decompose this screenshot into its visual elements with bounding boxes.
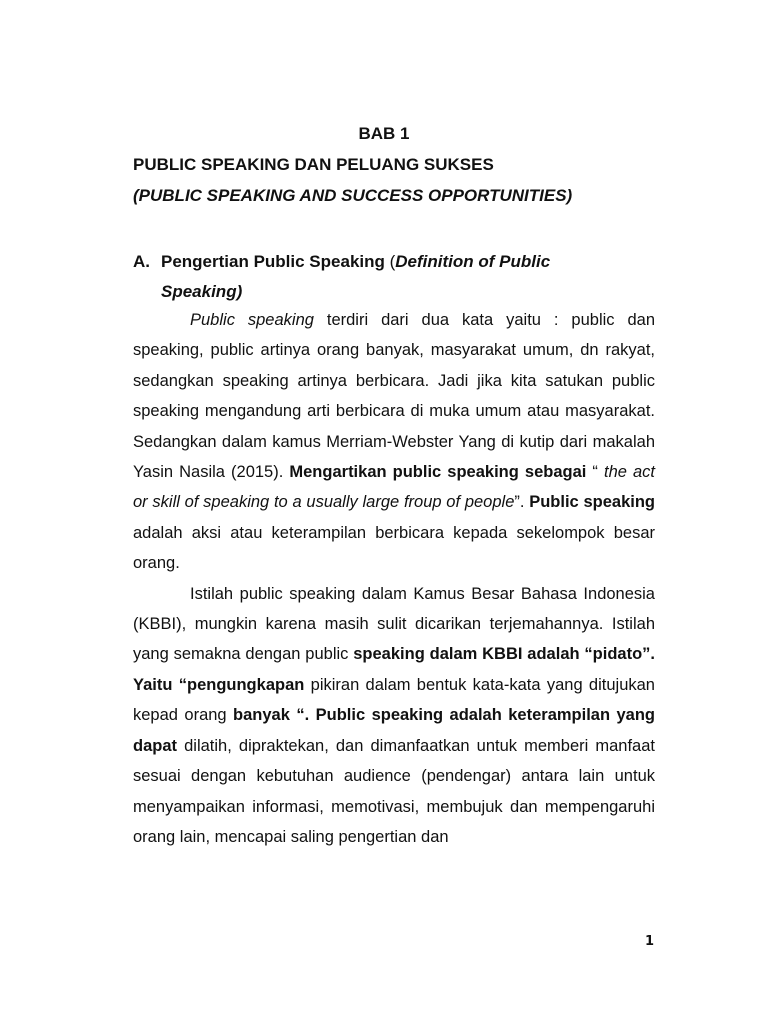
p1-quote-italic: the act or skill of speaking to a usually large froup of people [133,463,655,512]
p1-lead-italic: Public speaking [190,311,314,329]
p2-text-2: pikiran dalam bentuk kata-kata yang ditujukan kepad orang [133,675,655,725]
p1-text-2: “ [586,463,604,482]
p2-bold-1: speaking dalam KBBI adalah “pidato”. Yaitu “pengungkapan [133,645,655,694]
chapter-title: PUBLIC SPEAKING DAN PELUANG SUKSES [133,155,494,174]
p1-bold-2: Public speaking [529,493,655,512]
section-title: Pengertian Public Speaking [161,252,385,271]
section-heading [133,247,633,307]
body-text [133,305,655,852]
paragraph-2 [133,579,655,853]
chapter-subtitle-english: (PUBLIC SPEAKING AND SUCCESS OPPORTUNITIES) [133,186,573,205]
section-open-paren: ( [384,252,396,271]
section-title-english: Definition of Public Speaking) [161,252,551,301]
p2-text-3: dilatih, dipraktekan, dan dimanfaatkan untuk memberi manfaat sesuai dengan kebutuhan audience (pendengar) antara lain untuk menyampaikan informasi, memotivasi, membujuk dan mempengaruhi orang lain, mencapai saling pengertian dan [133,736,655,846]
page-number: 1 [645,934,655,949]
paragraph-1 [133,305,655,579]
chapter-heading: BAB 1 [358,124,410,143]
p1-text-3: ”. [514,493,530,512]
p2-bold-2: banyak “. Public speaking adalah keterampilan yang dapat [133,706,655,755]
section-label: A. [133,252,150,271]
p1-bold-1: Mengartikan public speaking sebagai [289,463,587,482]
p2-text-1: Istilah public speaking dalam Kamus Besar Bahasa Indonesia (KBBI), mungkin karena masih sulit dicarikan terjemahannya. Istilah yang semakna dengan public [133,584,655,664]
section-title-text [133,247,633,307]
p1-text-1: terdiri dari dua kata yaitu : public dan speaking, public artinya orang banyak, masyarakat umum, dn rakyat, sedangkan speaking artinya berbicara. Jadi jika kita satukan public speaking mengandung arti berbicara di muka umum atau masyarakat. Sedangkan dalam kamus Merriam-Webster Yang di kutip dari makalah Yasin Nasila (2015). [133,311,655,482]
p1-text-4: adalah aksi atau keterampilan berbicara kepada sekelompok besar orang. [133,523,655,573]
